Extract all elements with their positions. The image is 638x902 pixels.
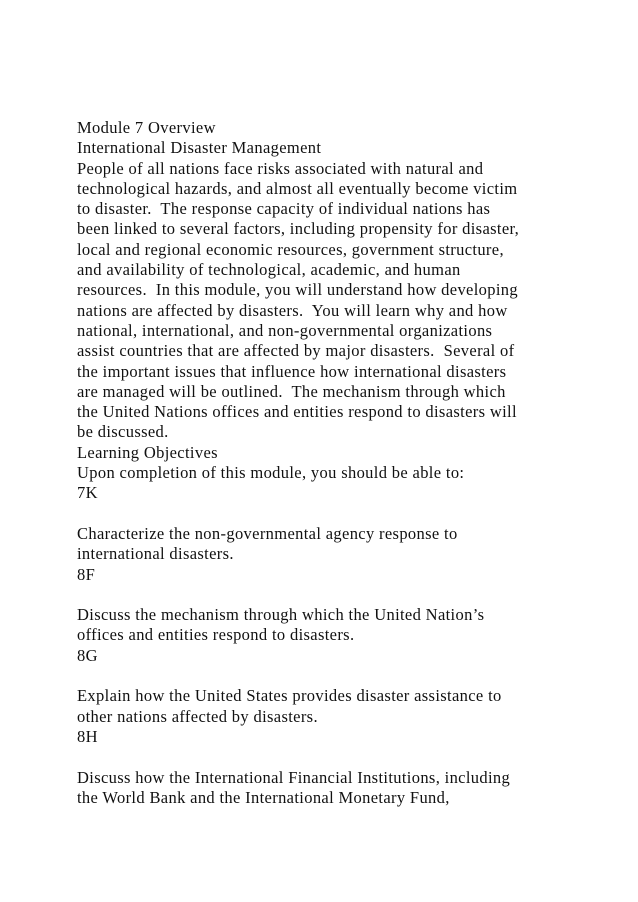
objective-text: the World Bank and the International Monetary Fund, xyxy=(77,787,450,807)
blank-line xyxy=(77,666,622,686)
intro-line: local and regional economic resources, government structure, xyxy=(77,239,504,259)
intro-line: resources. In this module, you will understand how developing xyxy=(77,280,518,300)
intro-line: national, international, and non-governmental organizations xyxy=(77,320,493,340)
objective-code: 7K xyxy=(77,483,98,503)
module-title: Module 7 Overview xyxy=(77,118,216,137)
intro-line: the important issues that influence how international disasters xyxy=(77,361,507,381)
intro-line: the United Nations offices and entities respond to disasters will xyxy=(77,402,517,422)
blank-line xyxy=(77,585,622,605)
intro-line: nations are affected by disasters. You will learn why and how xyxy=(77,300,508,320)
intro-line: be discussed. xyxy=(77,422,169,442)
objectives-heading: Learning Objectives xyxy=(77,442,218,462)
objective-text: Explain how the United States provides disaster assistance to xyxy=(77,686,502,706)
intro-line: are managed will be outlined. The mechanism through which xyxy=(77,381,506,401)
blank-line xyxy=(77,504,622,524)
intro-line: to disaster. The response capacity of individual nations has xyxy=(77,199,491,219)
objective-text: international disasters. xyxy=(77,544,234,564)
intro-line: and availability of technological, academic, and human xyxy=(77,260,461,280)
objective-text: Discuss the mechanism through which the United Nation’s xyxy=(77,605,485,625)
intro-line: technological hazards, and almost all eventually become victim xyxy=(77,178,518,198)
document-body xyxy=(77,118,622,808)
objective-text: offices and entities respond to disasters. xyxy=(77,625,355,645)
module-subtitle: International Disaster Management xyxy=(77,138,322,158)
intro-line: been linked to several factors, including propensity for disaster, xyxy=(77,219,520,239)
intro-line: People of all nations face risks associated with natural and xyxy=(77,158,484,178)
objectives-intro: Upon completion of this module, you should be able to: xyxy=(77,463,465,483)
objective-text: Discuss how the International Financial Institutions, including xyxy=(77,767,511,787)
blank-line xyxy=(77,747,622,767)
objective-code: 8F xyxy=(77,564,96,584)
objective-code: 8H xyxy=(77,726,98,746)
objective-code: 8G xyxy=(77,645,98,665)
intro-line: assist countries that are affected by major disasters. Several of xyxy=(77,341,515,361)
objective-text: Characterize the non-governmental agency response to xyxy=(77,523,458,543)
objective-text: other nations affected by disasters. xyxy=(77,706,318,726)
